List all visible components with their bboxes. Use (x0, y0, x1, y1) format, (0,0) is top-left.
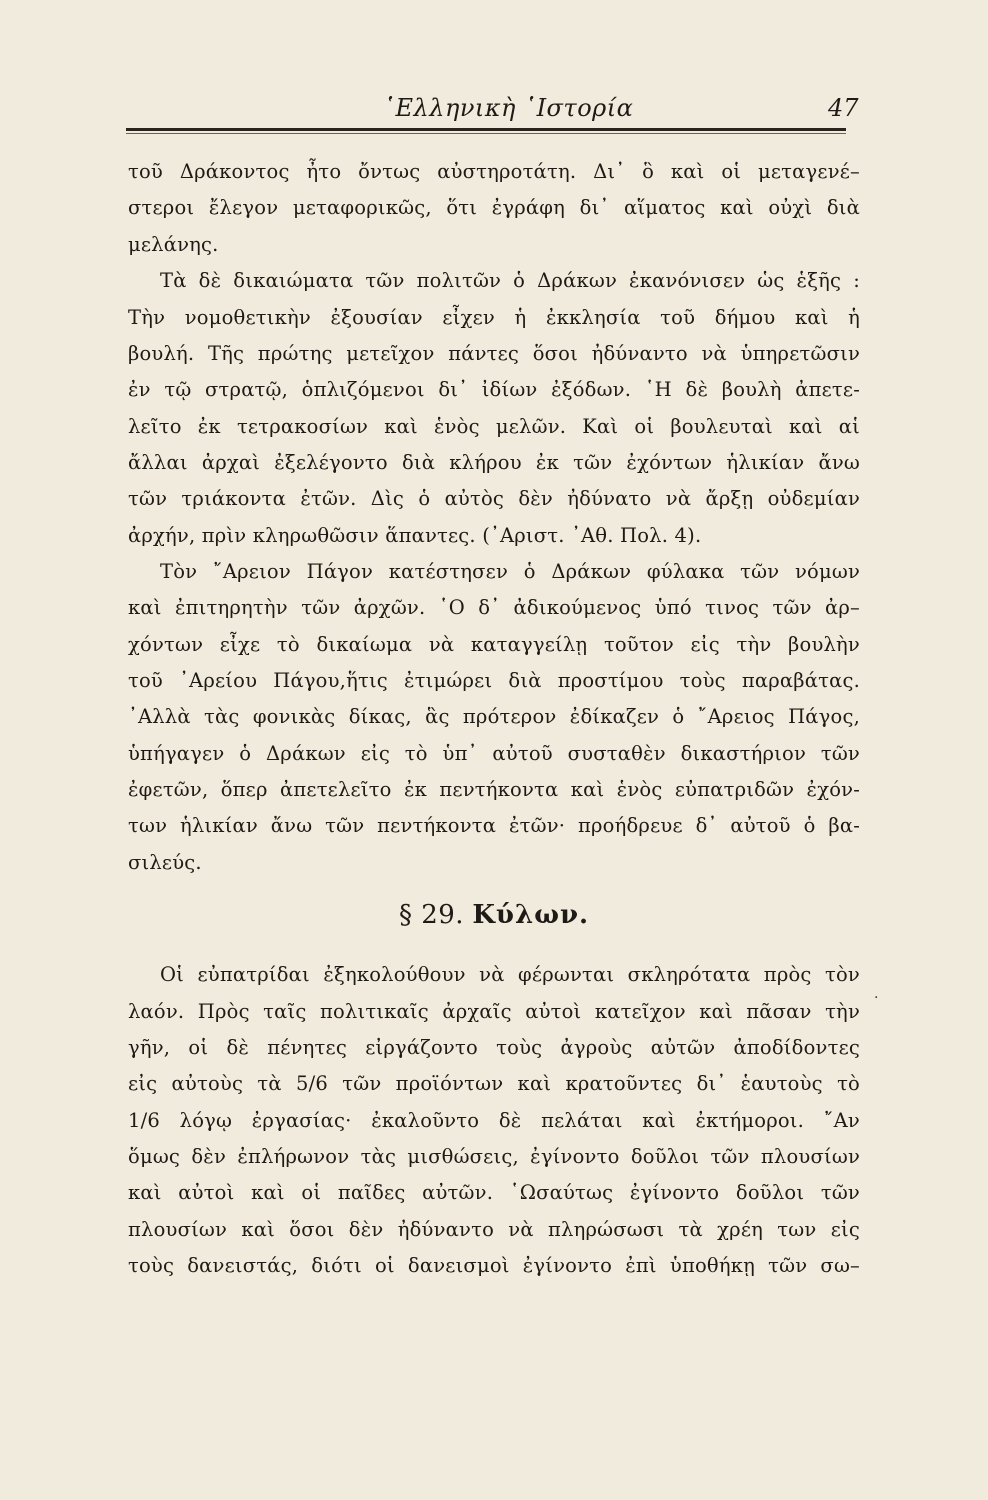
text-line: ἀρχήν, πρὶν κληρωθῶσιν ἅπαντες. (᾿Αριστ. ᾿Αθ. Πολ. 4). (128, 524, 702, 547)
text-line: στεροι ἔλεγον μεταφορικῶς, ὅτι ἐγράφη δι᾿ αἵματος καὶ οὐχὶ διὰ (128, 196, 860, 219)
text-line: καὶ ἐπιτηρητὴν τῶν ἀρχῶν. ῾Ο δ᾿ ἀδικούμενος ὑπό τινος τῶν ἀρ– (128, 596, 860, 619)
text-line: τῶν τριάκοντα ἐτῶν. Δὶς ὁ αὐτὸς δὲν ἠδύνατο νὰ ἄρξῃ οὐδεμίαν (128, 487, 860, 510)
text-line: τοῦ ᾿Αρείου Πάγου,ἥτις ἐτιμώρει διὰ προστίμου τοὺς παραβάτας. (128, 669, 860, 692)
text-line: λαόν. Πρὸς ταῖς πολιτικαῖς ἀρχαῖς αὐτοὶ κατεῖχον καὶ πᾶσαν τὴν (128, 1000, 860, 1023)
section-number: § 29. (398, 900, 465, 930)
text-line: Οἱ εὐπατρίδαι ἐξηκολούθουν νὰ φέρωνται σκληρότατα πρὸς τὸν (160, 963, 860, 986)
text-line: μελάνης. (128, 233, 219, 256)
text-line: ᾿Αλλὰ τὰς φονικὰς δίκας, ἃς πρότερον ἐδίκαζεν ὁ ῎Αρειος Πάγος, (128, 705, 860, 728)
page-number: 47 (828, 94, 859, 122)
text-line: τοὺς δανειστάς, διότι οἱ δανεισμοὶ ἐγίνοντο ἐπὶ ὑποθήκῃ τῶν σω– (128, 1254, 860, 1277)
text-line: χόντων εἶχε τὸ δικαίωμα νὰ καταγγείλῃ τοῦτον εἰς τὴν βουλὴν (128, 633, 860, 656)
margin-dot: · (874, 990, 879, 1006)
text-line: 1/6 λόγῳ ἐργασίας· ἐκαλοῦντο δὲ πελάται καὶ ἐκτήμοροι. ῎Αν (128, 1109, 860, 1132)
body-text-top (128, 0, 860, 1500)
section-heading (0, 900, 988, 930)
text-line: γῆν, οἱ δὲ πένητες εἰργάζοντο τοὺς ἀγροὺς αὐτῶν ἀποδίδοντες (128, 1036, 860, 1059)
text-line: εἰς αὐτοὺς τὰ 5/6 τῶν προϊόντων καὶ κρατοῦντες δι᾿ ἑαυτοὺς τὸ (128, 1072, 860, 1095)
text-line: ἐν τῷ στρατῷ, ὁπλιζόμενοι δι᾿ ἰδίων ἐξόδων. ῾Η δὲ βουλὴ ἀπετε- (128, 378, 860, 401)
text-line: πλουσίων καὶ ὅσοι δὲν ἠδύναντο νὰ πληρώσωσι τὰ χρέη των εἰς (128, 1218, 860, 1241)
text-line: καὶ αὐτοὶ καὶ οἱ παῖδες αὐτῶν. ῾Ωσαύτως ἐγίνοντο δοῦλοι τῶν (128, 1181, 860, 1204)
text-line: σιλεύς. (128, 851, 202, 874)
text-line: ὅμως δὲν ἐπλήρωνον τὰς μισθώσεις, ἐγίνοντο δοῦλοι τῶν πλουσίων (128, 1145, 860, 1168)
text-line: ἐφετῶν, ὅπερ ἀπετελεῖτο ἐκ πεντήκοντα καὶ ἑνὸς εὐπατριδῶν ἐχόν- (128, 778, 860, 801)
running-head: ῾Ελληνικὴ ῾Ιστορία (383, 94, 634, 122)
text-line: Τὴν νομοθετικὴν ἐξουσίαν εἶχεν ἡ ἐκκλησία τοῦ δήμου καὶ ἡ (128, 306, 860, 329)
text-line: των ἡλικίαν ἄνω τῶν πεντήκοντα ἐτῶν· προήδρευε δ᾿ αὐτοῦ ὁ βα- (128, 814, 860, 837)
text-line: λεῖτο ἐκ τετρακοσίων καὶ ἑνὸς μελῶν. Καὶ οἱ βουλευταὶ καὶ αἱ (128, 415, 860, 438)
text-line: ὑπήγαγεν ὁ Δράκων εἰς τὸ ὑπ᾿ αὐτοῦ συσταθὲν δικαστήριον τῶν (128, 742, 860, 765)
text-line: ἄλλαι ἀρχαὶ ἐξελέγοντο διὰ κλήρου ἐκ τῶν ἐχόντων ἡλικίαν ἄνω (128, 451, 860, 474)
text-line: Τὰ δὲ δικαιώματα τῶν πολιτῶν ὁ Δράκων ἐκανόνισεν ὡς ἑξῆς : (160, 269, 860, 292)
text-line: Τὸν ῎Αρειον Πάγον κατέστησεν ὁ Δράκων φύλακα τῶν νόμων (160, 560, 860, 583)
section-title: Κύλων. (472, 900, 590, 930)
text-line: τοῦ Δράκοντος ἦτο ὄντως αὐστηροτάτη. Δι᾿ ὃ καὶ οἱ μεταγενέ– (128, 160, 860, 183)
text-line: βουλή. Τῆς πρώτης μετεῖχον πάντες ὅσοι ἠδύναντο νὰ ὑπηρετῶσιν (128, 342, 860, 365)
